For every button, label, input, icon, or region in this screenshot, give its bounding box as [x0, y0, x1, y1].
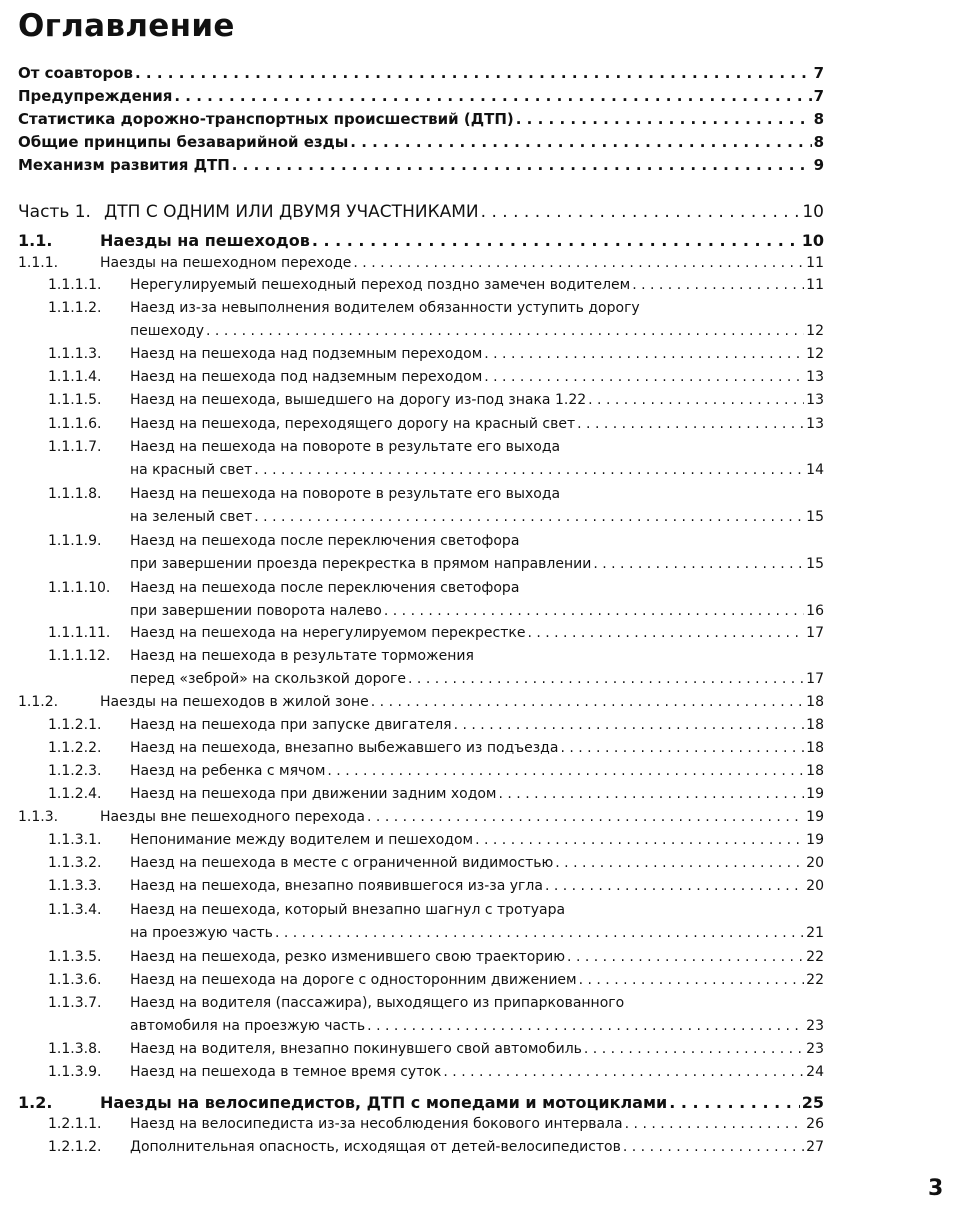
toc-entry-title: ДТП С ОДНИМ ИЛИ ДВУМЯ УЧАСТНИКАМИ — [104, 202, 479, 222]
toc-entry-number: 1.1.1.8. — [48, 486, 102, 502]
toc-entry-number: 1.1.2.4. — [48, 786, 102, 802]
toc-entry-page: 18 — [806, 694, 824, 710]
toc-entry-title: Наезды на пешеходов в жилой зоне — [100, 694, 369, 710]
toc-entry-number: 1.1.2. — [18, 694, 59, 710]
toc-entry-number: 1.2.1.2. — [48, 1139, 102, 1155]
toc-entry-page: 11 — [806, 277, 824, 293]
toc-entry-page: 19 — [806, 832, 824, 848]
toc-entry-page: 15 — [806, 509, 824, 525]
toc-entry-title: Наезд на пешехода при запуске двигателя — [130, 717, 452, 733]
toc-entry-page: 22 — [806, 949, 824, 965]
toc-entry-title: Наезды на велосипедистов, ДТП с мопедами и мотоциклами — [100, 1093, 668, 1112]
dot-leader — [275, 925, 804, 941]
dot-leader — [174, 87, 811, 105]
toc-entry-title: Наезд на пешехода в результате торможения — [130, 648, 474, 664]
toc-entry-title-continued: при завершении проезда перекрестка в прямом направлении — [130, 556, 592, 572]
toc-entry-page: 18 — [806, 717, 824, 733]
toc-entry[interactable] — [18, 110, 824, 132]
toc-entry-title-continued: перед «зеброй» на скользкой дороге — [130, 671, 407, 687]
dot-leader — [484, 346, 804, 362]
toc-entry-number: 1.1.1. — [18, 255, 59, 271]
dot-leader — [254, 509, 804, 525]
toc-entry[interactable] — [18, 439, 824, 461]
toc-entry[interactable] — [18, 255, 824, 277]
toc-entry-page: 24 — [806, 1064, 824, 1080]
toc-entry-title-continued: на зеленый свет — [130, 509, 253, 525]
toc-entry[interactable] — [18, 832, 824, 854]
dot-leader — [408, 671, 804, 687]
toc-entry-page: 26 — [806, 1116, 824, 1132]
toc-entry-page: 9 — [813, 156, 824, 174]
toc-entry-page: 27 — [806, 1139, 824, 1155]
toc-entry-number: 1.1.1.2. — [48, 300, 102, 316]
dot-leader — [384, 603, 804, 619]
toc-entry-page: 17 — [806, 671, 824, 687]
toc-entry-title: Нерегулируемый пешеходный переход поздно замечен водителем — [130, 277, 631, 293]
toc-entry-title: Наезд из-за невыполнения водителем обязанности уступить дорогу — [130, 300, 640, 316]
toc-entry-number: 1.1.1.6. — [48, 416, 102, 432]
dot-leader — [443, 1064, 804, 1080]
dot-leader — [371, 694, 804, 710]
toc-entry-page: 19 — [806, 809, 824, 825]
toc-entry-page: 20 — [806, 855, 824, 871]
toc-entry-number: 1.1.1.7. — [48, 439, 102, 455]
toc-entry-page: 17 — [806, 625, 824, 641]
toc-entry[interactable] — [18, 486, 824, 508]
toc-entry-number: 1.1.3.4. — [48, 902, 102, 918]
toc-entry[interactable] — [18, 202, 824, 224]
toc-entry[interactable] — [18, 416, 824, 438]
dot-leader — [516, 110, 812, 128]
toc-entry-continuation[interactable] — [18, 323, 824, 345]
toc-entry[interactable] — [18, 972, 824, 994]
toc-entry-title: Наезды на пешеходном переходе — [100, 255, 352, 271]
toc-entry[interactable] — [18, 786, 824, 808]
toc-entry-title: Наезд на пешехода, резко изменившего свою траекторию — [130, 949, 566, 965]
toc-entry-continuation[interactable] — [18, 925, 824, 947]
toc-entry-title: Наезды вне пешеходного перехода — [100, 809, 366, 825]
dot-leader — [527, 625, 804, 641]
toc-entry-title: Наезд на пешехода, внезапно появившегося из-за угла — [130, 878, 543, 894]
dot-leader — [623, 1139, 804, 1155]
toc-entry[interactable] — [18, 533, 824, 555]
toc-entry-continuation[interactable] — [18, 509, 824, 531]
toc-entry-number: 1.1.1.10. — [48, 580, 111, 596]
toc-entry-number: 1.1.1.3. — [48, 346, 102, 362]
toc-entry-continuation[interactable] — [18, 671, 824, 693]
toc-entry-number: 1.1.1.1. — [48, 277, 102, 293]
toc-entry[interactable] — [18, 1064, 824, 1086]
toc-entry-title: Наезд на пешехода, внезапно выбежавшего из подъезда — [130, 740, 559, 756]
toc-entry-number: 1.1.3.7. — [48, 995, 102, 1011]
toc-entry[interactable] — [18, 346, 824, 368]
toc-entry-number: 1.1.3.2. — [48, 855, 102, 871]
toc-entry[interactable] — [18, 878, 824, 900]
toc-entry-title: Наезд на пешехода после переключения светофора — [130, 533, 520, 549]
toc-entry-number: Часть 1. — [18, 202, 91, 222]
toc-entry[interactable] — [18, 369, 824, 391]
dot-leader — [367, 1018, 804, 1034]
toc-entry-title: Наезд на пешехода на повороте в результате его выхода — [130, 439, 561, 455]
toc-entry[interactable] — [18, 694, 824, 716]
toc-entry-page: 8 — [813, 133, 824, 151]
toc-entry-title: Наезды на пешеходов — [100, 231, 310, 250]
toc-entry[interactable] — [18, 231, 824, 253]
dot-leader — [567, 949, 804, 965]
toc-entry-page: 8 — [813, 110, 824, 128]
toc-entry[interactable] — [18, 717, 824, 739]
toc-entry-title: Наезд на пешехода, который внезапно шагнул с тротуара — [130, 902, 566, 918]
toc-entry-page: 19 — [806, 786, 824, 802]
toc-entry-title: Общие принципы безаварийной езды — [18, 133, 349, 151]
toc-entry-page: 7 — [813, 87, 824, 105]
dot-leader — [484, 369, 804, 385]
toc-entry[interactable] — [18, 1041, 824, 1063]
dot-leader — [625, 1116, 805, 1132]
toc-entry-page: 21 — [806, 925, 824, 941]
toc-entry[interactable] — [18, 809, 824, 831]
toc-entry-number: 1.1.1.5. — [48, 392, 102, 408]
toc-entry-title: Наезд на пешехода, переходящего дорогу на красный свет — [130, 416, 576, 432]
toc-entry-title: Наезд на пешехода после переключения светофора — [130, 580, 520, 596]
dot-leader — [499, 786, 805, 802]
toc-entry[interactable] — [18, 392, 824, 414]
toc-entry[interactable] — [18, 87, 824, 109]
toc-entry[interactable] — [18, 902, 824, 924]
toc-entry-page: 16 — [806, 603, 824, 619]
toc-entry-page: 10 — [802, 202, 824, 222]
toc-entry-number: 1.1.2.1. — [48, 717, 102, 733]
dot-leader — [353, 255, 804, 271]
toc-entry-number: 1.2. — [18, 1093, 53, 1112]
toc-entry-continuation[interactable] — [18, 556, 824, 578]
toc-entry-title: Наезд на пешехода на нерегулируемом перекрестке — [130, 625, 526, 641]
toc-entry-number: 1.2.1.1. — [48, 1116, 102, 1132]
toc-entry[interactable] — [18, 1093, 824, 1115]
dot-leader — [545, 878, 804, 894]
toc-entry-title: Наезд на пешехода под надземным переходом — [130, 369, 483, 385]
toc-entry[interactable] — [18, 580, 824, 602]
toc-entry-page: 23 — [806, 1041, 824, 1057]
dot-leader — [350, 133, 811, 151]
dot-leader — [475, 832, 804, 848]
toc-entry-title: Наезд на пешехода в месте с ограниченной видимостью — [130, 855, 554, 871]
toc-entry-title: Статистика дорожно-транспортных происшествий (ДТП) — [18, 110, 514, 128]
dot-leader — [367, 809, 804, 825]
toc-entry-number: 1.1.3.3. — [48, 878, 102, 894]
toc-entry-continuation[interactable] — [18, 603, 824, 625]
dot-leader — [327, 763, 804, 779]
toc-entry[interactable] — [18, 1139, 824, 1161]
toc-entry-title: Наезд на пешехода в темное время суток — [130, 1064, 442, 1080]
toc-entry-page: 13 — [806, 392, 824, 408]
dot-leader — [254, 462, 804, 478]
toc-entry-title: Наезд на ребенка с мячом — [130, 763, 326, 779]
toc-entry-title: Наезд на пешехода над подземным переходом — [130, 346, 483, 362]
toc-entry-page: 7 — [813, 64, 824, 82]
toc-entry-page: 12 — [806, 346, 824, 362]
toc-entry-continuation[interactable] — [18, 1018, 824, 1040]
toc-entry-number: 1.1.2.2. — [48, 740, 102, 756]
dot-leader — [555, 855, 804, 871]
toc-entry-number: 1.1.1.12. — [48, 648, 111, 664]
toc-entry-number: 1.1.2.3. — [48, 763, 102, 779]
toc-entry-continuation[interactable] — [18, 462, 824, 484]
toc-entry-number: 1.1.1.11. — [48, 625, 111, 641]
dot-leader — [579, 972, 805, 988]
dot-leader — [454, 717, 805, 733]
toc-entry[interactable] — [18, 625, 824, 647]
dot-leader — [669, 1093, 799, 1112]
toc-entry-page: 13 — [806, 369, 824, 385]
toc-entry-page: 14 — [806, 462, 824, 478]
dot-leader — [588, 392, 804, 408]
toc-entry-number: 1.1.3.5. — [48, 949, 102, 965]
toc-entry-number: 1.1.3.1. — [48, 832, 102, 848]
toc-entry-page: 18 — [806, 763, 824, 779]
dot-leader — [584, 1041, 804, 1057]
toc-entry-page: 25 — [801, 1093, 824, 1112]
toc-entry-title: От соавторов — [18, 64, 134, 82]
dot-leader — [593, 556, 804, 572]
toc-entry[interactable] — [18, 763, 824, 785]
toc-entry-page: 12 — [806, 323, 824, 339]
page-title: Оглавление — [18, 8, 235, 44]
toc-entry-title: Наезд на велосипедиста из-за несоблюдения бокового интервала — [130, 1116, 623, 1132]
toc-entry-page: 11 — [806, 255, 824, 271]
toc-entry-page: 15 — [806, 556, 824, 572]
toc-entry-page: 18 — [806, 740, 824, 756]
toc-entry-page: 23 — [806, 1018, 824, 1034]
toc-entry[interactable] — [18, 300, 824, 322]
toc-entry-number: 1.1.1.4. — [48, 369, 102, 385]
dot-leader — [632, 277, 804, 293]
toc-entry-title: Непонимание между водителем и пешеходом — [130, 832, 474, 848]
toc-entry-title-continued: при завершении поворота налево — [130, 603, 382, 619]
toc-entry-number: 1.1.3.9. — [48, 1064, 102, 1080]
toc-entry[interactable] — [18, 156, 824, 178]
toc-entry-number: 1.1.3.8. — [48, 1041, 102, 1057]
toc-entry-page: 13 — [806, 416, 824, 432]
toc-entry-title-continued: автомобиля на проезжую часть — [130, 1018, 366, 1034]
toc-entry[interactable] — [18, 133, 824, 155]
toc-entry[interactable] — [18, 995, 824, 1017]
toc-entry-page: 20 — [806, 878, 824, 894]
toc-entry[interactable] — [18, 648, 824, 670]
toc-entry-title: Наезд на пешехода, вышедшего на дорогу из-под знака 1.22 — [130, 392, 587, 408]
toc-entry[interactable] — [18, 64, 824, 86]
dot-leader — [577, 416, 804, 432]
toc-entry-title: Предупреждения — [18, 87, 173, 105]
dot-leader — [560, 740, 804, 756]
toc-entry-number: 1.1.1.9. — [48, 533, 102, 549]
toc-entry-title: Наезд на пешехода на повороте в результате его выхода — [130, 486, 561, 502]
toc-entry-title: Наезд на пешехода при движении задним ходом — [130, 786, 497, 802]
toc-entry-page: 22 — [806, 972, 824, 988]
toc-entry-title-continued: на красный свет — [130, 462, 253, 478]
page-number: 3 — [928, 1176, 944, 1201]
dot-leader — [135, 64, 812, 82]
toc-entry-title: Механизм развития ДТП — [18, 156, 230, 174]
dot-leader — [312, 231, 800, 250]
toc-entry[interactable] — [18, 740, 824, 762]
dot-leader — [481, 202, 801, 222]
toc-entry-number: 1.1.3. — [18, 809, 59, 825]
toc-entry[interactable] — [18, 277, 824, 299]
dot-leader — [232, 156, 812, 174]
toc-entry[interactable] — [18, 855, 824, 877]
toc-entry-page: 10 — [801, 231, 824, 250]
toc-entry-title: Дополнительная опасность, исходящая от детей-велосипедистов — [130, 1139, 621, 1155]
toc-entry-title: Наезд на пешехода на дороге с односторонним движением — [130, 972, 577, 988]
toc-entry[interactable] — [18, 949, 824, 971]
toc-entry-title-continued: на проезжую часть — [130, 925, 273, 941]
toc-entry-number: 1.1.3.6. — [48, 972, 102, 988]
toc-entry-title: Наезд на водителя, внезапно покинувшего свой автомобиль — [130, 1041, 582, 1057]
dot-leader — [206, 323, 804, 339]
toc-entry-title-continued: пешеходу — [130, 323, 205, 339]
toc-entry[interactable] — [18, 1116, 824, 1138]
toc-entry-number: 1.1. — [18, 231, 53, 250]
toc-entry-title: Наезд на водителя (пассажира), выходящего из припаркованного — [130, 995, 625, 1011]
